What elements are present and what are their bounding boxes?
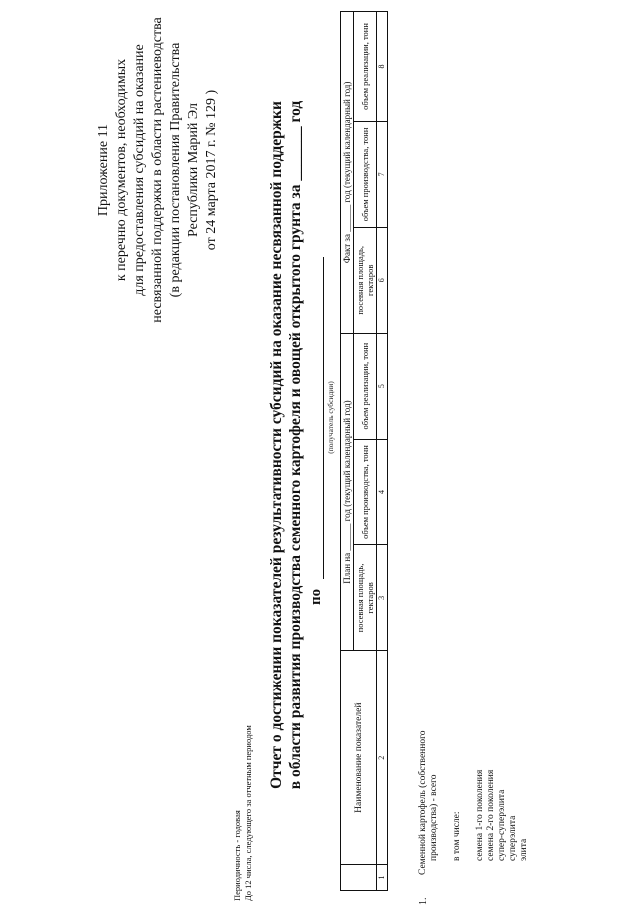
column-number: 3 xyxy=(377,545,388,651)
column-number: 6 xyxy=(377,227,388,333)
row-number: 1. xyxy=(418,897,429,905)
header-cell-fact: Факт за ______ год (текущий календарный год) xyxy=(341,12,354,334)
column-number: 5 xyxy=(377,333,388,439)
header-cell-plan-area: посевная площадь, гектаров xyxy=(354,545,377,651)
appendix-line: от 24 марта 2017 г. № 129 ) xyxy=(204,89,219,251)
column-number: 2 xyxy=(377,651,388,865)
header-cell-plan: План на ______ год (текущий календарный год) xyxy=(341,333,354,651)
column-number: 4 xyxy=(377,439,388,545)
sub-indicator: элита xyxy=(519,838,529,861)
header-cell-fact-area: посевная площадь, гектаров xyxy=(354,227,377,333)
header-cell-name: Наименование показателей xyxy=(341,651,377,865)
title-line: Отчет о достижении показателей результативности субсидий на оказание несвязанной поддержки xyxy=(268,101,285,789)
header-cell-plan-production: объем производства, тонн xyxy=(354,439,377,545)
column-number-row xyxy=(377,12,388,891)
sub-indicator: супер-суперэлита xyxy=(497,789,507,861)
appendix-line: (в редакции постановления Правительства xyxy=(168,42,183,298)
column-number: 8 xyxy=(377,12,388,122)
spacer xyxy=(463,605,475,875)
report-title xyxy=(267,15,305,875)
indicator-name: Семенной картофель (собственного xyxy=(418,730,428,875)
header-cell-fact-production: объем производства, тонн xyxy=(354,121,377,227)
sub-indicator: семена 1-го поколения xyxy=(475,769,485,861)
periodicity-line: Периодичность - годовая xyxy=(232,810,242,901)
appendix-line: Республики Марий Эл xyxy=(186,103,201,237)
table-header-row xyxy=(341,12,354,891)
recipient-fill-line xyxy=(323,257,324,579)
indicators-table xyxy=(340,11,388,891)
appendix-line: Приложение 11 xyxy=(96,123,111,217)
appendix-line: несвязанной поддержки в области растениеводства xyxy=(150,17,165,323)
spacer xyxy=(440,605,452,875)
recipient-caption: (получатель субсидии) xyxy=(326,381,335,454)
periodicity-note xyxy=(232,725,254,901)
header-cell-fact-sales: объем реализации, тонн xyxy=(354,12,377,122)
in-that-label: в том числе: xyxy=(452,811,462,861)
sub-indicator: семена 2-го поколения xyxy=(486,769,496,861)
column-number: 1 xyxy=(377,865,388,891)
header-cell-plan-sales: объем реализации, тонн xyxy=(354,333,377,439)
appendix-line: к перечню документов, необходимых xyxy=(114,58,129,282)
column-number: 7 xyxy=(377,121,388,227)
appendix-line: для предоставления субсидий на оказание xyxy=(132,44,147,296)
recipient-label: по xyxy=(308,588,324,605)
sub-indicator: суперэлита xyxy=(508,815,518,861)
indicator-names xyxy=(418,605,530,875)
deadline-line: До 12 числа, следующего за отчетным периодом xyxy=(243,725,253,901)
title-line: в области развития производства семенного картофеля и овощей открытого грунта за _______ год xyxy=(287,100,304,790)
appendix-note xyxy=(95,0,221,340)
indicator-name-cont: производства) - всего xyxy=(429,774,439,861)
header-cell-number xyxy=(341,865,377,891)
